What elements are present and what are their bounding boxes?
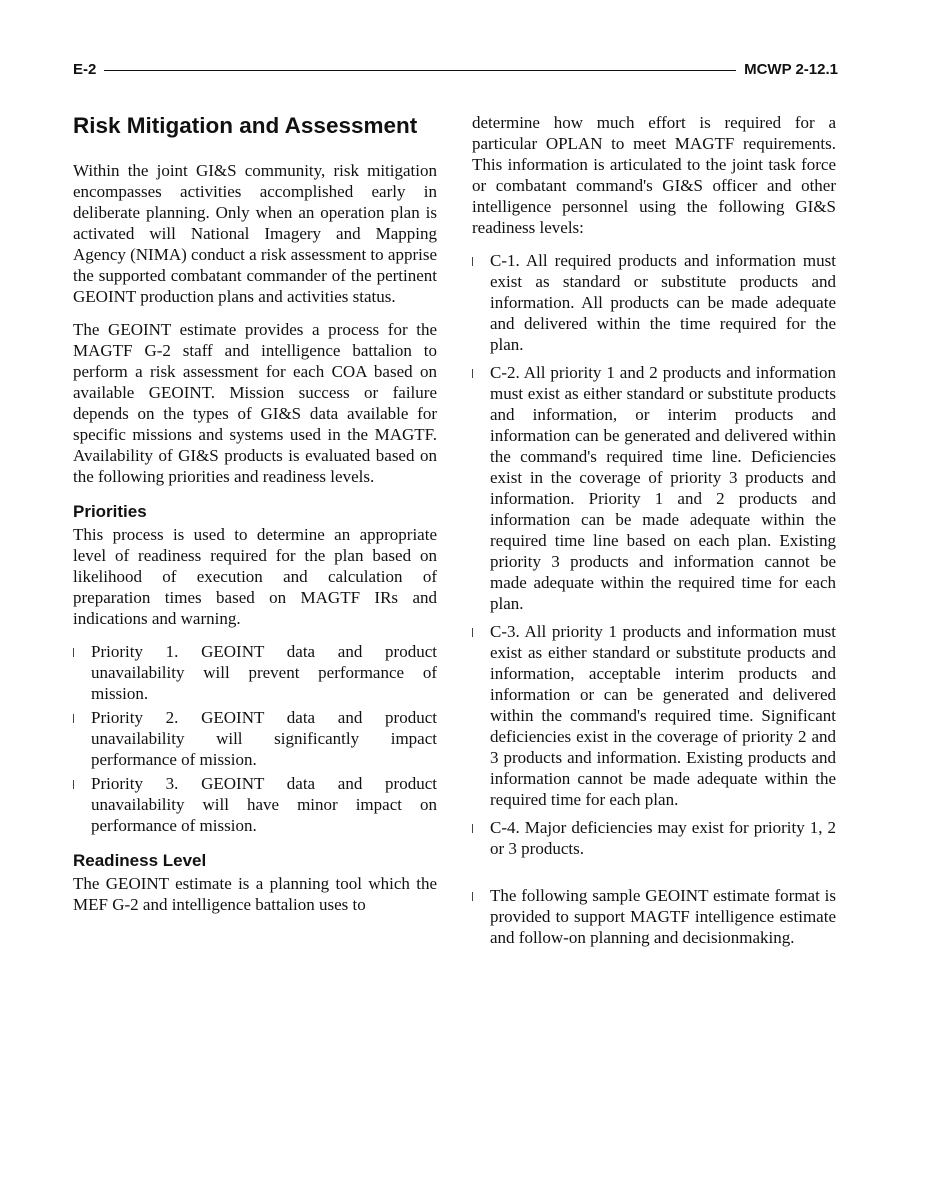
priorities-heading: Priorities — [73, 502, 147, 521]
bullet-icon — [472, 628, 473, 637]
risk-mitigation-paragraph: Within the joint GI&S community, risk mitigation encompasses activities accomplished early in deliberate planning. Only when an operation plan is activated will National Imagery and Mapping Agency (NIMA) conduct a risk assessment to apprise the supported combatant commander of the pertinent GEOINT production plans and activities status. — [73, 161, 437, 306]
bullet-icon — [472, 257, 473, 266]
list-item — [472, 362, 836, 614]
level-c2-text: C-2. All priority 1 and 2 products and information must exist as either standard or substitute products and information, or interim products and information can be generated and delivered within the command's required time line. Deficiencies exist in the coverage of priority 3 products and information. Priority 1 and 2 products and information can be made adequate within the required time line based on each plan. Existing priority 3 products and information cannot be made adequate within the required time for each plan. — [490, 363, 836, 613]
bullet-icon — [73, 648, 74, 657]
section-title: Risk Mitigation and Assessment — [73, 113, 418, 138]
bullet-icon — [472, 892, 473, 901]
bullet-icon — [73, 714, 74, 723]
geoint-estimate-paragraph: The GEOINT estimate provides a process for the MAGTF G-2 staff and intelligence battalion to perform a risk assessment for each COA based on available GEOINT. Mission success or failure depends on the types of GI&S data available for specific missions and systems used in the MAGTF. Availability of GI&S products is evaluated based on the following priorities and readiness levels. — [73, 320, 437, 486]
bullet-icon — [472, 369, 473, 378]
readiness-level-heading: Readiness Level — [73, 851, 207, 870]
bullet-icon — [73, 780, 74, 789]
page-header — [73, 58, 838, 80]
priority-3-text: Priority 3. GEOINT data and product unavailability will have minor impact on performance of mission. — [91, 774, 437, 835]
list-item — [472, 885, 836, 948]
priority-2-text: Priority 2. GEOINT data and product unavailability will significantly impact performance of mission. — [91, 708, 437, 769]
level-c4-text: C-4. Major deficiencies may exist for priority 1, 2 or 3 products. — [490, 818, 836, 858]
priorities-list — [73, 641, 437, 836]
readiness-intro-paragraph: determine how much effort is required for a particular OPLAN to meet MAGTF requirements. This information is articulated to the joint task force or combatant command's GI&S officer and other intelligence personnel using the following GI&S readiness levels: — [472, 113, 836, 237]
header-rule — [104, 70, 736, 71]
left-column — [73, 112, 437, 927]
bullet-icon — [472, 824, 473, 833]
readiness-level-paragraph: The GEOINT estimate is a planning tool which the MEF G-2 and intelligence battalion uses to — [73, 874, 437, 914]
level-c3-text: C-3. All priority 1 products and information must exist as either standard or substitute products and information, acceptable interim products and information or can be generated and delivered within the command's required time. Significant deficiencies exist in the coverage of priority 2 and 3 products and information. Existing products and information cannot be made adequate within the required time for each plan. — [490, 622, 836, 809]
list-item — [73, 641, 437, 704]
list-item — [73, 773, 437, 836]
list-item — [472, 621, 836, 810]
sample-estimate-note: The following sample GEOINT estimate format is provided to support MAGTF intelligence estimate and follow-on planning and decisionmaking. — [490, 886, 836, 947]
list-item — [472, 817, 836, 859]
priorities-paragraph: This process is used to determine an appropriate level of readiness required for the plan based on likelihood of execution and calculation of preparation times based on MAGTF IRs and indications and warning. — [73, 525, 437, 628]
page-number: E-2 — [73, 60, 97, 78]
readiness-levels-list — [472, 250, 836, 948]
priority-1-text: Priority 1. GEOINT data and product unavailability will prevent performance of mission. — [91, 642, 437, 703]
list-item — [472, 250, 836, 355]
right-column — [472, 112, 836, 960]
level-c1-text: C-1. All required products and information must exist as standard or substitute products and information. All products can be made adequate and delivered within the time required for the plan. — [490, 251, 836, 354]
publication-id: MCWP 2-12.1 — [744, 60, 838, 78]
list-item — [73, 707, 437, 770]
